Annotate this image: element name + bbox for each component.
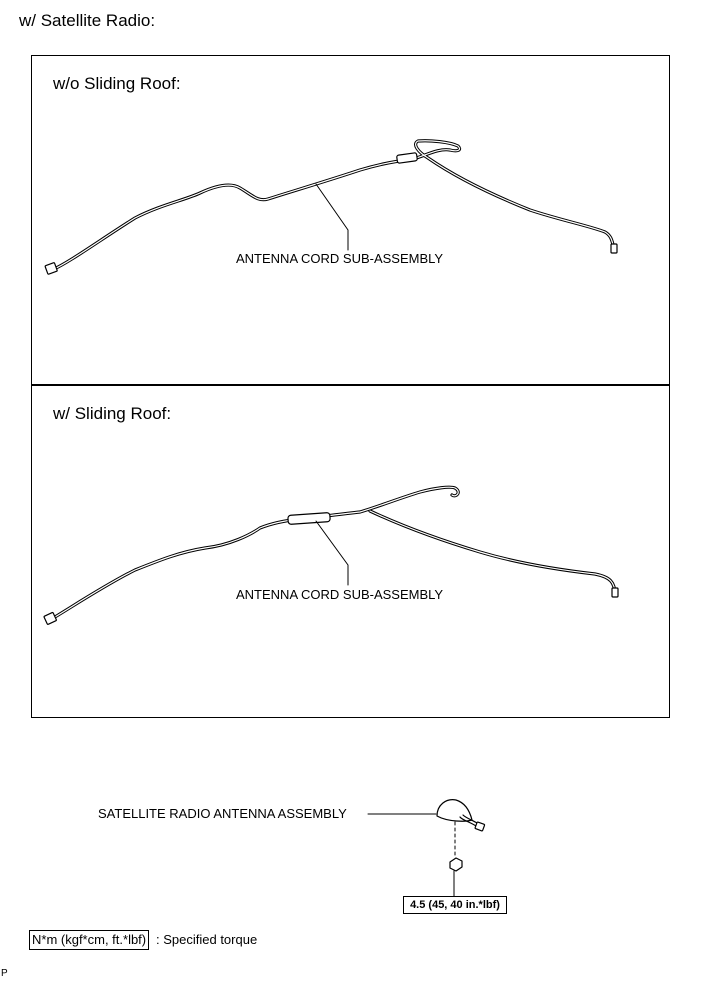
torque-unit-legend-box: N*m (kgf*cm, ft.*lbf) <box>29 930 149 950</box>
page-title: w/ Satellite Radio: <box>19 11 156 30</box>
antenna-assembly-label: SATELLITE RADIO ANTENNA ASSEMBLY <box>98 806 347 821</box>
corner-mark: P <box>1 968 8 979</box>
torque-legend-description: : Specified torque <box>156 932 258 947</box>
antenna-cord-top <box>52 141 614 270</box>
antenna-cord-label-top: ANTENNA CORD SUB-ASSEMBLY <box>236 251 444 266</box>
panel-heading-with-sliding-roof: w/ Sliding Roof: <box>53 404 172 423</box>
antenna-cord-label-bottom: ANTENNA CORD SUB-ASSEMBLY <box>236 587 444 602</box>
satellite-antenna-assembly <box>368 800 485 896</box>
torque-spec-box: 4.5 (45, 40 in.*lbf) <box>403 896 507 914</box>
cord-connectors-top <box>45 153 617 275</box>
cord-connectors-bottom <box>44 513 618 625</box>
antenna-cord-bottom <box>50 487 615 620</box>
panel-heading-without-sliding-roof: w/o Sliding Roof: <box>53 74 181 93</box>
